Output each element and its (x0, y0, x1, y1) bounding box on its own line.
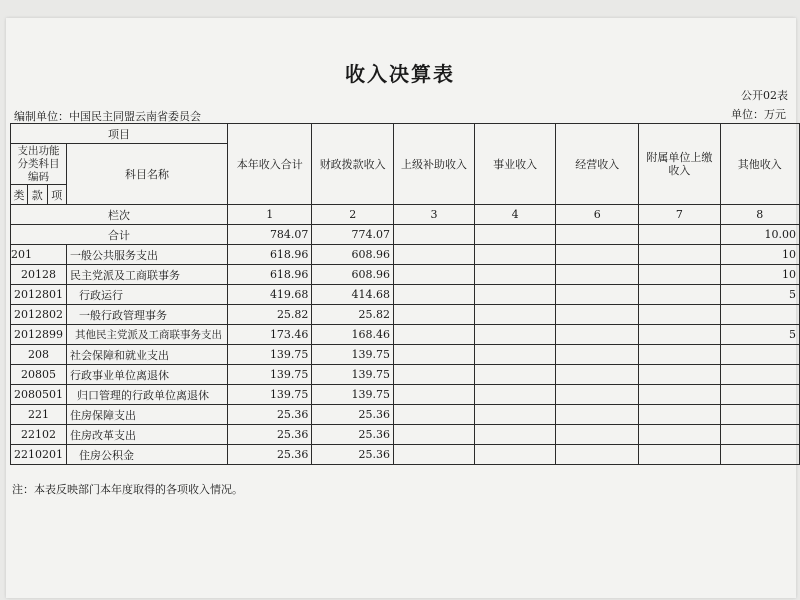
row-v2: 25.36 (312, 405, 394, 425)
row-code: 201 (11, 245, 67, 265)
table-row (11, 365, 800, 385)
row-v7 (720, 365, 800, 385)
table-row (11, 265, 800, 285)
row-v2: 25.36 (312, 425, 394, 445)
table-row (11, 345, 800, 365)
row-v1: 139.75 (227, 365, 311, 385)
row-v2: 168.46 (312, 325, 394, 345)
header-c7: 其他收入 (720, 124, 800, 205)
table-row (11, 325, 800, 345)
row-name: 住房保障支出 (67, 405, 228, 425)
row-v1: 25.36 (227, 445, 311, 465)
table-row (11, 385, 800, 405)
row-code: 2080501 (11, 385, 67, 405)
row-v2: 608.96 (312, 245, 394, 265)
unit-label: 单位：万元 (731, 108, 786, 121)
table-row (11, 425, 800, 445)
row-v1: 139.75 (227, 345, 311, 365)
col-index-1: 1 (227, 205, 311, 225)
row-name: 归口管理的行政单位离退休 (67, 385, 228, 405)
row-v1: 25.36 (227, 405, 311, 425)
row-v1: 618.96 (227, 265, 311, 285)
row-v2: 25.36 (312, 445, 394, 465)
header-subject-name: 科目名称 (67, 144, 228, 205)
form-number: 公开02表 (741, 89, 788, 102)
row-v7 (720, 345, 800, 365)
row-code: 2012801 (11, 285, 67, 305)
row-v7 (720, 385, 800, 405)
row-name: 住房公积金 (67, 445, 228, 465)
row-v7 (720, 405, 800, 425)
row-v7 (720, 425, 800, 445)
row-code: 20128 (11, 265, 67, 285)
row-v2: 139.75 (312, 365, 394, 385)
row-name: 其他民主党派及工商联事务支出 (67, 325, 228, 345)
table-row (11, 245, 800, 265)
col-index-2: 2 (312, 205, 394, 225)
total-v7: 10.00 (720, 225, 800, 245)
row-v7 (720, 445, 800, 465)
row-code: 22102 (11, 425, 67, 445)
row-code: 208 (11, 345, 67, 365)
row-code: 2210201 (11, 445, 67, 465)
total-v1: 784.07 (227, 225, 311, 245)
table-row (11, 285, 800, 305)
header-c2: 财政拨款收入 (312, 124, 394, 205)
header-entry: 项 (47, 185, 67, 205)
header-func-code: 支出功能分类科目编码 (11, 144, 67, 185)
row-v2: 139.75 (312, 345, 394, 365)
page-title: 收入决算表 (345, 62, 455, 86)
header-c5: 经营收入 (556, 124, 639, 205)
row-name: 行政运行 (67, 285, 228, 305)
row-v2: 25.82 (312, 305, 394, 325)
total-v6 (639, 225, 720, 245)
total-v5 (556, 225, 639, 245)
row-v1: 25.82 (227, 305, 311, 325)
header-c6: 附属单位上缴收入 (639, 124, 720, 205)
row-code: 2012899 (11, 325, 67, 345)
row-v2: 139.75 (312, 385, 394, 405)
header-item: 项目 (11, 124, 228, 144)
row-name: 行政事业单位离退休 (67, 365, 228, 385)
table-row (11, 405, 800, 425)
table-row (11, 305, 800, 325)
total-v3 (393, 225, 474, 245)
row-v1: 618.96 (227, 245, 311, 265)
header-c3: 上级补助收入 (393, 124, 474, 205)
col-index-5: 6 (556, 205, 639, 225)
row-v7: 10 (720, 245, 800, 265)
row-v7 (720, 305, 800, 325)
total-label: 合计 (11, 225, 228, 245)
row-v1: 25.36 (227, 425, 311, 445)
col-index-7: 8 (720, 205, 800, 225)
header-c1: 本年收入合计 (227, 124, 311, 205)
col-index-label: 栏次 (11, 205, 228, 225)
row-name: 民主党派及工商联事务 (67, 265, 228, 285)
row-code: 221 (11, 405, 67, 425)
table-row (11, 445, 800, 465)
header-c4: 事业收入 (475, 124, 556, 205)
row-name: 住房改革支出 (67, 425, 228, 445)
row-name: 社会保障和就业支出 (67, 345, 228, 365)
row-v7: 10 (720, 265, 800, 285)
row-v2: 608.96 (312, 265, 394, 285)
footnote: 注：本表反映部门本年度取得的各项收入情况。 (12, 483, 243, 496)
row-code: 20805 (11, 365, 67, 385)
row-v7: 5 (720, 325, 800, 345)
row-v1: 139.75 (227, 385, 311, 405)
row-v7: 5 (720, 285, 800, 305)
row-name: 一般行政管理事务 (67, 305, 228, 325)
col-index-3: 3 (393, 205, 474, 225)
total-v2: 774.07 (312, 225, 394, 245)
col-index-4: 4 (475, 205, 556, 225)
row-code: 2012802 (11, 305, 67, 325)
row-v1: 173.46 (227, 325, 311, 345)
org-label: 编制单位：中国民主同盟云南省委员会 (14, 110, 201, 123)
income-table (10, 123, 800, 465)
row-v2: 414.68 (312, 285, 394, 305)
header-cat: 类 (11, 185, 28, 205)
header-section: 款 (28, 185, 47, 205)
col-index-6: 7 (639, 205, 720, 225)
total-v4 (475, 225, 556, 245)
row-v1: 419.68 (227, 285, 311, 305)
row-name: 一般公共服务支出 (67, 245, 228, 265)
